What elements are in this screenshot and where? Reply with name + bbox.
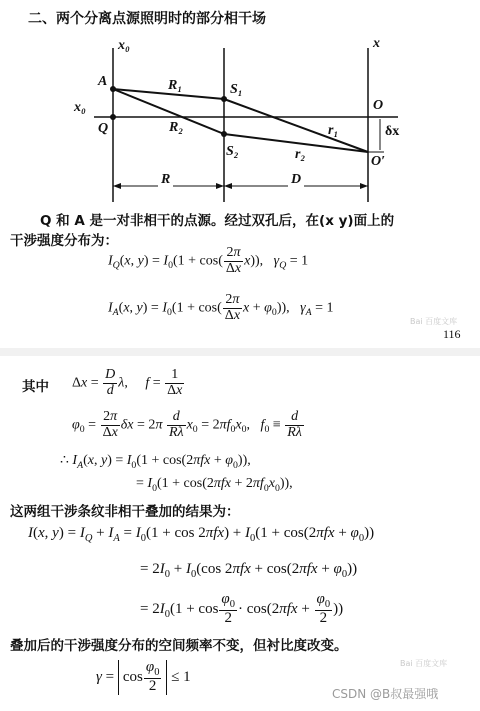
label-A: A bbox=[98, 74, 108, 89]
intro-text-1: Q 和 A 是一对非相干的点源。经过双孔后，在(x y)面上的 bbox=[40, 213, 395, 229]
ray-r1 bbox=[224, 99, 368, 152]
label-R1: R₁ bbox=[168, 78, 183, 93]
label-R: R bbox=[158, 172, 173, 188]
label-Q: Q bbox=[98, 121, 109, 136]
equation-delta-x: Δx = $\frac{D}{d}$ λ, f = $\frac{1}{\Delta x}$ bbox=[72, 367, 183, 398]
label-O: O bbox=[373, 98, 384, 113]
watermark-baidu-2: Bai 百度文库 bbox=[400, 659, 448, 668]
point-S1 bbox=[221, 96, 227, 102]
equation-IA: $I_A(x$, $y) = I_0(1 + \cos$( $\frac{2\pi}{\Delta x}$ $x + \varphi_0$)), $\gamma_A = 1$ bbox=[108, 292, 334, 323]
watermark-baidu-1: Bai 百度文库 bbox=[410, 317, 458, 326]
point-Q bbox=[110, 114, 116, 120]
equation-IA-therefore-2: = $I_0(1 + \cos(2\pi fx + 2\pi f_0x_0))$, bbox=[136, 476, 293, 494]
label-x-top: x bbox=[373, 36, 380, 51]
result-text: 这两组干涉条纹非相干叠加的结果为： bbox=[10, 504, 240, 520]
point-S2 bbox=[221, 131, 227, 137]
page-number: 116 bbox=[443, 327, 461, 341]
section-title: 二、两个分离点源照明时的部分相干场 bbox=[28, 11, 266, 27]
equation-IA-therefore-1: ∴ $I_A(x$, $y) = I_0(1 + \cos(2\pi fx + \varphi_0))$, bbox=[60, 453, 251, 471]
label-R2: R₂ bbox=[169, 120, 184, 135]
label-D: D bbox=[288, 172, 304, 188]
equation-sum-1: I(x, $y) = I_Q + I_A = I_0(1 + \cos 2\pi fx) + I_0(1 + \cos(2\pi fx + \varphi_0))$ bbox=[28, 525, 375, 544]
qizhong-label: 其中 bbox=[22, 379, 49, 395]
page-divider bbox=[0, 348, 480, 356]
intro-text-2: 干涉强度分布为： bbox=[10, 233, 118, 249]
equation-phi0: $\varphi_0$ = $\frac{2\pi}{\Delta x}$ δx = 2π $\frac{d}{R\lambda}$ $x_0 = 2\pi f_0x_0$, $f_0$ ≡ $\frac{d}{R\lambda}$ bbox=[72, 409, 302, 440]
point-A bbox=[110, 86, 116, 92]
equation-sum-2: = $2I_0 + I_0(\cos$ $2\pi fx + \cos(2\pi fx + \varphi_0)$) bbox=[140, 561, 358, 580]
equation-sum-3: = $2I_0(1 + \cos$ $\frac{\varphi_0}{2}$ · cos(2πfx + $\frac{\varphi_0}{2}$ )) bbox=[140, 591, 344, 627]
two-source-diagram bbox=[0, 0, 480, 210]
watermark-csdn: CSDN @B叔最强哦 bbox=[332, 687, 439, 701]
label-delta-x: δx bbox=[385, 124, 400, 139]
label-x0-top: x₀ bbox=[118, 38, 130, 53]
label-x0-axis: x₀ bbox=[74, 100, 86, 115]
equation-gamma: γ = cos $\frac{\varphi_0}{2}$ ≤ 1 bbox=[96, 659, 191, 695]
conclusion-text: 叠加后的干涉强度分布的空间频率不变，但衬比度改变。 bbox=[10, 638, 348, 654]
label-S1: S₁ bbox=[230, 82, 243, 97]
label-O-prime: O′ bbox=[371, 154, 386, 169]
label-S2: S₂ bbox=[226, 144, 239, 159]
label-r1: r₁ bbox=[328, 123, 339, 138]
label-r2: r₂ bbox=[295, 147, 306, 162]
equation-IQ: $I_Q(x$, $y) = I_0(1 + \cos$( $\frac{2\pi}{\Delta x}$ x)), $\gamma_Q = 1$ bbox=[108, 245, 309, 276]
